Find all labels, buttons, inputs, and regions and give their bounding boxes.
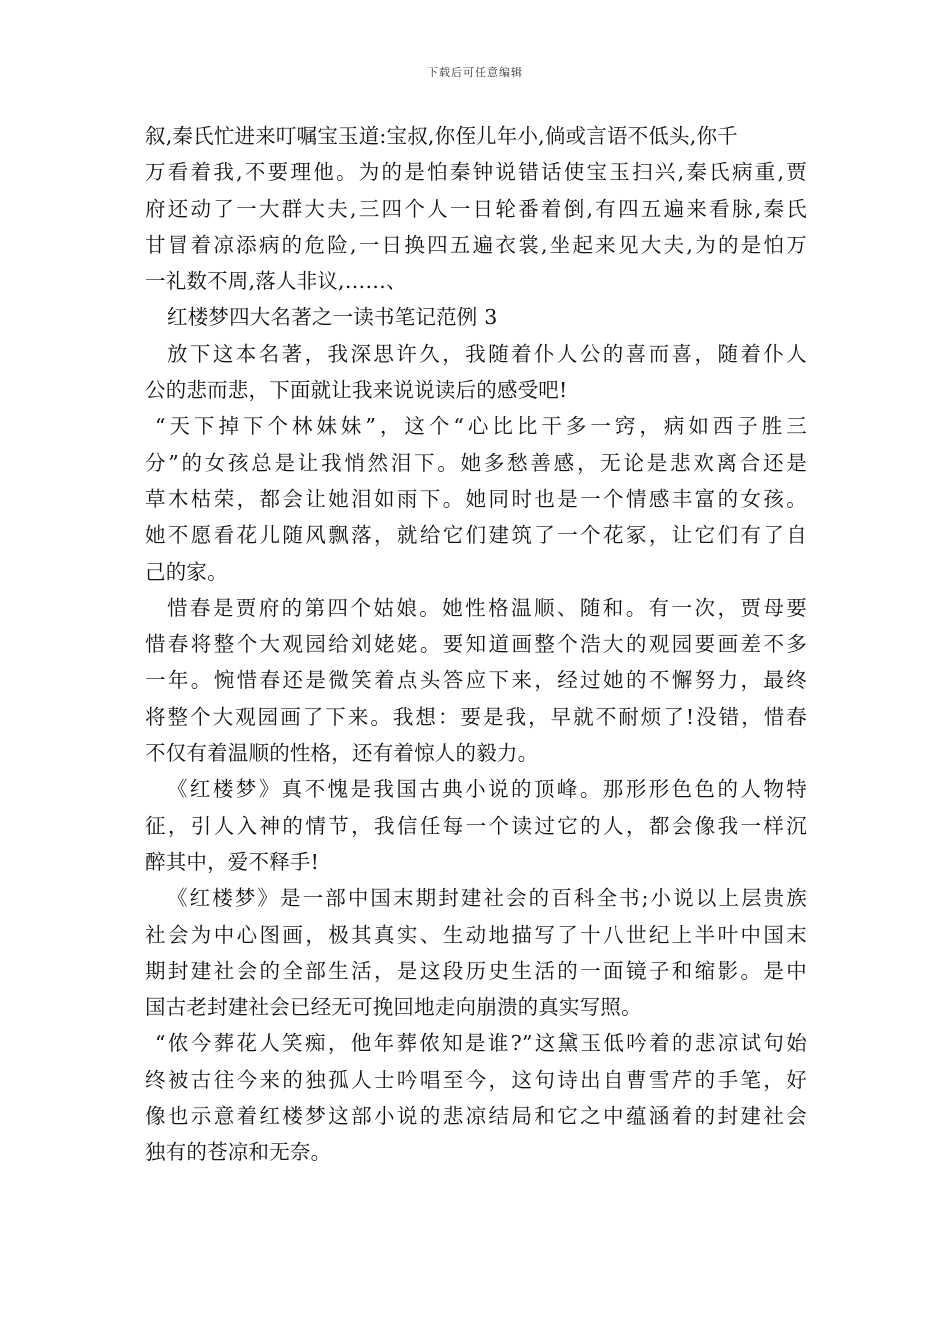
text-line: 期封建社会的全部生活，是这段历史生活的一面镜子和缩影。是中	[145, 958, 807, 983]
text-line: 征，引人入神的情节，我信任每一个读过它的人，都会像我一样沉	[145, 813, 807, 838]
text-line: 万看着我,不要理他。为的是怕秦钟说错话使宝玉扫兴,秦氏病重,贾	[145, 160, 807, 185]
text-line: 一礼数不周,落人非议,……、	[145, 269, 407, 294]
text-line: 分”的女孩总是让我悄然泪下。她多愁善感，无论是悲欢离合还是	[145, 450, 807, 475]
text-line: 终被古往今来的独孤人士吟唱至今，这句诗出自曹雪芹的手笔，好	[145, 1067, 807, 1092]
text-line: 己的家。	[145, 559, 228, 584]
text-line: 放下这本名著，我深思许久，我随着仆人公的喜而喜，随着仆人	[167, 341, 807, 366]
page-header: 下载后可任意编辑	[427, 66, 523, 79]
document-body	[145, 118, 807, 1171]
text-line: “侬今葬花人笑痴，他年葬侬知是谁?”这黛玉低吟着的悲凉试句始	[155, 1031, 807, 1056]
text-line: 草木枯荣，都会让她泪如雨下。她同时也是一个情感丰富的女孩。	[145, 486, 807, 511]
text-line: 独有的苍凉和无奈。	[145, 1140, 332, 1165]
text-line: 社会为中心图画，极其真实、生动地描写了十八世纪上半叶中国末	[145, 922, 807, 947]
text-line: 甘冒着凉添病的危险,一日换四五遍衣裳,坐起来见大夫,为的是怕万	[145, 232, 807, 257]
text-line: 叙,秦氏忙进来叮嘱宝玉道:宝叔,你侄儿年小,倘或言语不低头,你千	[145, 124, 738, 148]
text-line: 《红楼梦》是一部中国末期封建社会的百科全书;小说以上层贵族	[167, 886, 807, 911]
text-line: 醉其中，爱不释手!	[145, 849, 320, 874]
text-line: 一年。惋惜春还是微笑着点头答应下来，经过她的不懈努力，最终	[145, 668, 807, 693]
text-line: “天下掉下个林妹妹”，这个“心比比干多一窍，病如西子胜三	[155, 414, 807, 439]
text-line: 将整个大观园画了下来。我想：要是我，早就不耐烦了!没错，惜春	[145, 704, 807, 729]
text-line: 惜春将整个大观园给刘姥姥。要知道画整个浩大的观园要画差不多	[145, 632, 807, 657]
text-line: 府还动了一大群大夫,三四个人一日轮番着倒,有四五遍来看脉,秦氏	[145, 196, 807, 221]
text-line: 《红楼梦》真不愧是我国古典小说的顶峰。那形形色色的人物特	[167, 777, 807, 802]
text-line: 像也示意着红楼梦这部小说的悲凉结局和它之中蕴涵着的封建社会	[145, 1104, 807, 1129]
text-line: 公的悲而悲，下面就让我来说说读后的感受吧!	[145, 378, 568, 403]
text-line: 不仅有着温顺的性格，还有着惊人的毅力。	[145, 741, 539, 766]
text-line: 国古老封建社会已经无可挽回地走向崩溃的真实写照。	[145, 995, 642, 1020]
text-line: 她不愿看花儿随风飘落，就给它们建筑了一个花冢，让它们有了自	[145, 523, 807, 548]
section-heading: 红楼梦四大名著之一读书笔记范例 3	[167, 305, 498, 330]
text-line: 惜春是贾府的第四个姑娘。她性格温顺、随和。有一次，贾母要	[167, 595, 807, 620]
